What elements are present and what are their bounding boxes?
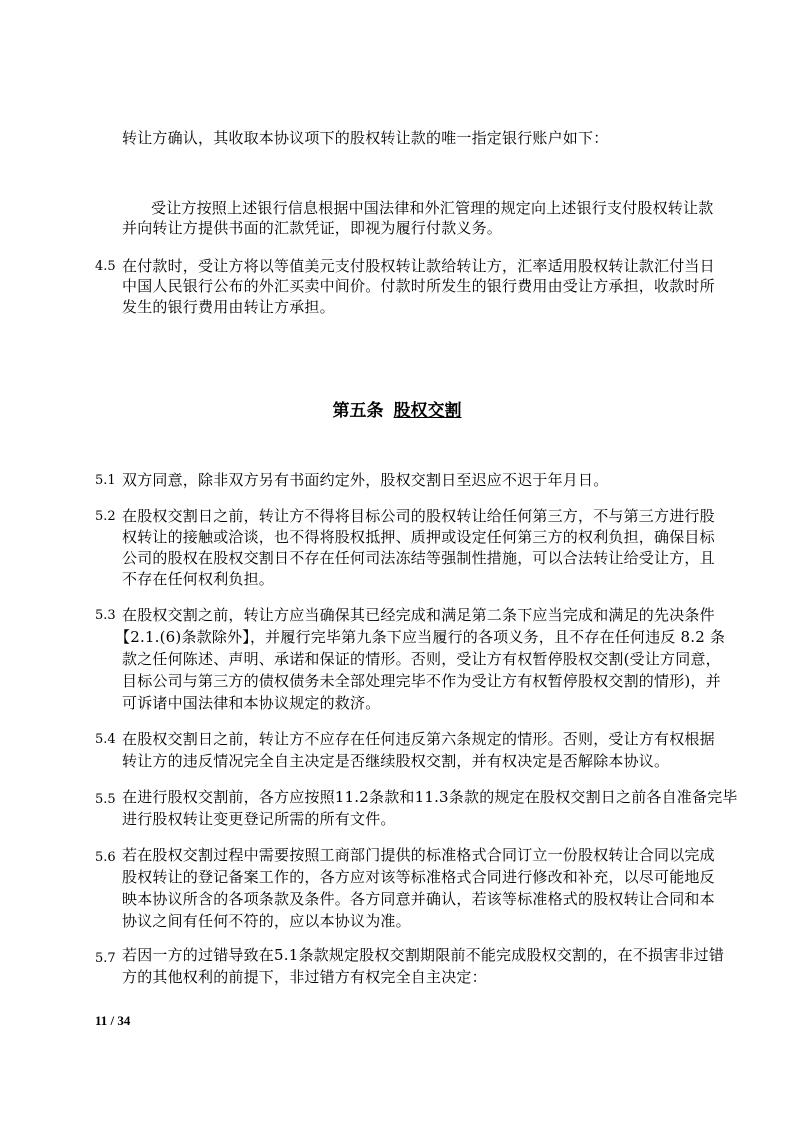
- clause-line: 中国人民银行公布的外汇买卖中间价。付款时所发生的银行费用由受让方承担，收款时所: [122, 277, 715, 295]
- clause-line: 若因一方的过错导致在5.1条款规定股权交割期限前不能完成股权交割的，在不损害非过错: [122, 946, 725, 964]
- clause-number: 5.5: [95, 792, 116, 807]
- clause-line: 可诉诸中国法律和本协议规定的救济。: [122, 694, 381, 712]
- clause-line: 若在股权交割过程中需要按照工商部门提供的标准格式合同订立一份股权转让合同以完成: [122, 846, 715, 864]
- intro-line: 转让方确认，其收取本协议项下的股权转让款的唯一指定银行账户如下：: [122, 129, 609, 147]
- clause-number: 5.2: [95, 509, 116, 524]
- clause-number: 5.7: [95, 951, 116, 966]
- page-number: 11 / 34: [95, 1013, 131, 1028]
- clause-number: 4.5: [95, 259, 116, 274]
- clause-line: 股权转让的登记备案工作的，各方应对该等标准格式合同进行修改和补充，以尽可能地反: [122, 868, 715, 886]
- clause-line: 不存在任何权利负担。: [122, 570, 275, 588]
- clause-line: 方的其他权利的前提下，非过错方有权完全自主决定：: [122, 968, 487, 986]
- clause-line: 协议之间有任何不符的，应以本协议为准。: [122, 912, 411, 930]
- clause-line: 进行股权转让变更登记所需的所有文件。: [122, 810, 396, 828]
- intro-para-line: 受让方按照上述银行信息根据中国法律和外汇管理的规定向上述银行支付股权转让款: [151, 199, 714, 217]
- clause-number: 5.4: [95, 732, 116, 747]
- clause-line: 双方同意，除非双方另有书面约定外，股权交割日至迟应不迟于年月日。: [122, 471, 609, 489]
- clause-number: 5.6: [95, 850, 116, 865]
- clause-line: 在进行股权交割前，各方应按照11.2条款和11.3条款的规定在股权交割日之前各自准备完毕: [122, 788, 738, 806]
- clause-line: 权转让的接触或洽谈，也不得将股权抵押、质押或设定任何第三方的权利负担，确保目标: [122, 528, 715, 546]
- clause-line: 映本协议所含的各项条款及条件。各方同意并确认，若该等标准格式的股权转让合同和本: [122, 890, 715, 908]
- clause-line: 公司的股权在股权交割日不存在任何司法冻结等强制性措施，可以合法转让给受让方，且: [122, 549, 715, 567]
- clause-line: 在股权交割之前，转让方应当确保其已经完成和满足第二条下应当完成和满足的先决条件: [122, 606, 715, 624]
- clause-line: 在付款时，受让方将以等值美元支付股权转让款给转让方，汇率适用股权转让款汇付当日: [122, 257, 715, 275]
- article-title: 股权交割: [393, 401, 462, 421]
- clause-line: 在股权交割日之前，转让方不得将目标公司的股权转让给任何第三方，不与第三方进行股: [122, 507, 715, 525]
- clause-line: 转让方的违反情况完全自主决定是否继续股权交割，并有权决定是否解除本协议。: [122, 752, 670, 770]
- intro-para-line: 并向转让方提供书面的汇款凭证，即视为履行付款义务。: [122, 219, 503, 237]
- clause-line: 【2.1.(6)条款除外】，并履行完毕第九条下应当履行的各项义务，且不存在任何违反 8.2 条: [115, 628, 726, 646]
- article-heading: [0, 400, 794, 422]
- clause-number: 5.3: [95, 608, 116, 623]
- clause-line: 款之任何陈述、声明、承诺和保证的情形。否则，受让方有权暂停股权交割(受让方同意，: [122, 650, 721, 668]
- clause-line: 发生的银行费用由转让方承担。: [122, 298, 335, 316]
- article-label: 第五条: [332, 401, 384, 421]
- clause-line: 目标公司与第三方的债权债务未全部处理完毕不作为受让方有权暂停股权交割的情形)，并: [122, 672, 721, 690]
- clause-number: 5.1: [95, 473, 116, 488]
- clause-line: 在股权交割日之前，转让方不应存在任何违反第六条规定的情形。否则，受让方有权根据: [122, 730, 715, 748]
